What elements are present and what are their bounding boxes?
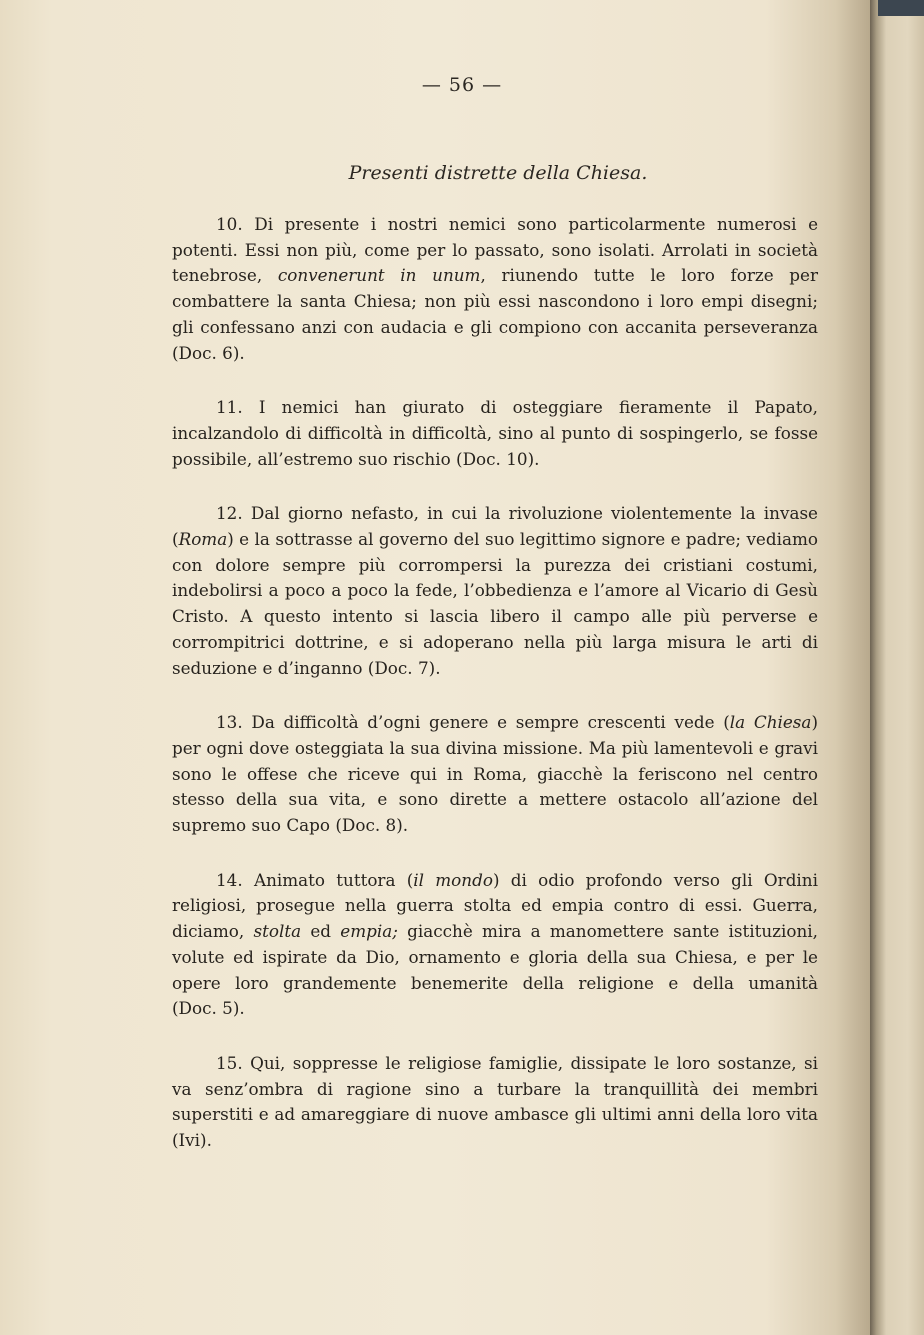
- doc-reference: (Doc. 7).: [367, 657, 441, 678]
- paragraph-number: 14.: [216, 869, 243, 890]
- doc-reference: (Doc. 6).: [172, 342, 245, 363]
- section-title: Presenti distrette della Chiesa.: [348, 162, 648, 184]
- paragraph-number: 10.: [216, 214, 243, 234]
- paragraph-15: 15. Qui, soppresse le religiose famiglie, dissipate le loro sostanze, si va senz’ombra di ragione sino a turbare la tranquillità dei membri superstiti e ad amareggiare di nuove ambasce gli ultimi anni della loro vita (Ivi).: [172, 1052, 818, 1151]
- paragraph-number: 12.: [216, 503, 243, 524]
- paragraph-number: 13.: [216, 712, 243, 733]
- paragraph-14: 14. Animato tuttora (il mondo) di odio profondo verso gli Ordini religiosi, prosegue nella guerra stolta ed empia contro di essi. Guerra, diciamo, stolta ed empia; giacchè mira a manomettere sante istituzioni, volute ed ispirate da Dio, ornamento e gloria della sua Chiesa, e per le opere loro grandemente benemerite della religione e della umanità (Doc. 5).: [172, 869, 818, 1019]
- body-text: [172, 212, 818, 1154]
- doc-reference: (Doc. 8).: [335, 815, 409, 836]
- paragraph-12: 12. Dal giorno nefasto, in cui la rivoluzione violentemente la invase (Roma) e la sottrasse al governo del suo legittimo signore e padre; vediamo con dolore sempre più corrompersi la purezza dei cristiani costumi, indebolirsi a poco a poco la fede, l’obbedienza e l’amore al Vicario di Gesù Cristo. A questo intento si lascia libero il campo alle più perverse e corrompitrici dottrine, e si adoperano nella più larga misura le arti di seduzione e d’inganno (Doc. 7).: [172, 503, 818, 678]
- page-edge: [870, 0, 924, 1335]
- page-edge-corner: [878, 0, 924, 16]
- doc-reference: (Doc. 5).: [172, 998, 245, 1019]
- italic-phrase: il mondo: [413, 869, 493, 890]
- page-number: — 56 —: [421, 74, 503, 96]
- paragraph-13: 13. Da difficoltà d’ogni genere e sempre crescenti vede (la Chiesa) per ogni dove osteggiata la sua divina missione. Ma più lamentevoli e gravi sono le offese che riceve qui in Roma, giacchè la feriscono nel centro stesso della sua vita, e sono dirette a mettere ostacolo all’azione del supremo suo Capo (Doc. 8).: [172, 712, 818, 836]
- doc-reference: (Doc. 10).: [456, 448, 540, 469]
- italic-word: Roma: [178, 529, 228, 550]
- paragraph-11: 11. I nemici han giurato di osteggiare fieramente il Papato, incalzandolo di difficoltà in difficoltà, sino al punto di sospingerlo, se fosse possibile, all’estremo suo rischio (Doc. 10).: [172, 397, 818, 469]
- doc-reference: (Ivi).: [172, 1130, 212, 1151]
- paragraph-number: 15.: [216, 1052, 243, 1073]
- italic-word: empia;: [340, 921, 398, 942]
- paragraph-number: 11.: [216, 397, 243, 418]
- latin-phrase: convenerunt in unum: [277, 265, 481, 286]
- italic-phrase: la Chiesa: [729, 712, 812, 733]
- italic-word: stolta: [253, 921, 302, 942]
- paragraph-10: 10. Di presente i nostri nemici sono particolarmente numerosi e potenti. Essi non più, come per lo passato, sono isolati. Arrolati in società tenebrose, convenerunt in unum, riunendo tutte le loro forze per combattere la santa Chiesa; non più essi nascondono i loro empi disegni; gli confessano anzi con audacia e gli compiono con accanita perseveranza (Doc. 6).: [172, 214, 818, 363]
